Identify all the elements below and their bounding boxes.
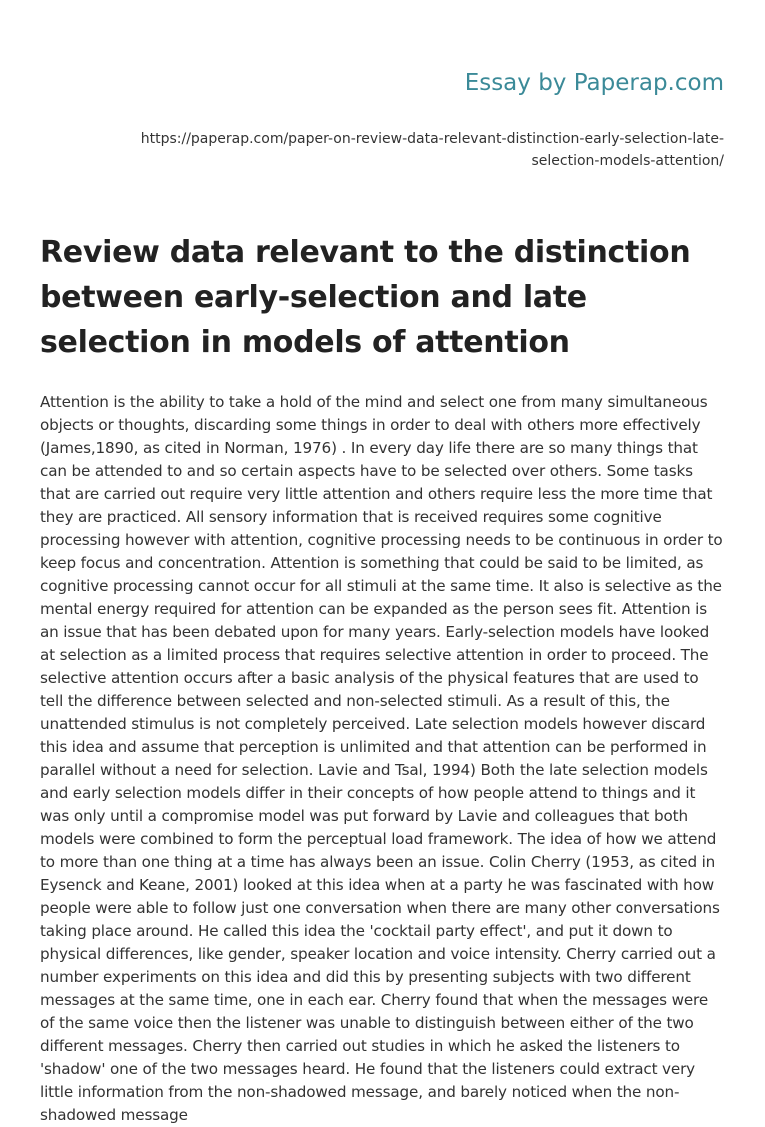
site-brand-link[interactable]: Essay by Paperap.com [464, 70, 724, 96]
source-url[interactable]: https://paperap.com/paper-on-review-data-relevant-distinction-early-selection-late-selection-models-attention/ [140, 131, 724, 169]
essay-title: Review data relevant to the distinction between early-selection and late selection in models of attention [40, 235, 691, 360]
essay-body-text: Attention is the ability to take a hold of the mind and select one from many simultaneous objects or thoughts, discarding some things in order to deal with others more effectively (James,1890, as cited in Norman, 1976) . In every day life there are so many things that can be attended to and so certain aspects have to be selected over others. Some tasks that are carried out require very little attention and others require less the more time that they are practiced. All sensory information that is received requires some cognitive processing however with attention, cognitive processing needs to be continuous in order to keep focus and concentration. Attention is something that could be said to be limited, as cognitive processing cannot occur for all stimuli at the same time. It also is selective as the mental energy required for attention can be expanded as the person sees fit. Attention is an issue that has been debated upon for many years. Early-selection models have looked at selection as a limited process that requires selective attention in order to proceed. The selective attention occurs after a basic analysis of the physical features that are used to tell the difference between selected and non-selected stimuli. As a result of this, the unattended stimulus is not completely perceived. Late selection models however discard this idea and assume that perception is unlimited and that attention can be performed in parallel without a need for selection. Lavie and Tsal, 1994) Both the late selection models and early selection models differ in their concepts of how people attend to things and it was only until a compromise model was put forward by Lavie and colleagues that both models were combined to form the perceptual load framework. The idea of how we attend to more than one thing at a time has always been an issue. Colin Cherry (1953, as cited in Eysenck and Keane, 2001) looked at this idea when at a party he was fascinated with how people were able to follow just one conversation when there are many other conversations taking place around. He called this idea the 'cocktail party effect', and put it down to physical differences, like gender, speaker location and voice intensity. Cherry carried out a number experiments on this idea and did this by presenting subjects with two different messages at the same time, one in each ear. Cherry found that when the messages were of the same voice then the listener was unable to distinguish between either of the two different messages. Cherry then carried out studies in which he asked the listeners to 'shadow' one of the two messages heard. He found that the listeners could extract very little information from the non-shadowed message, and barely noticed when the non-shadowed message [40, 393, 723, 1124]
